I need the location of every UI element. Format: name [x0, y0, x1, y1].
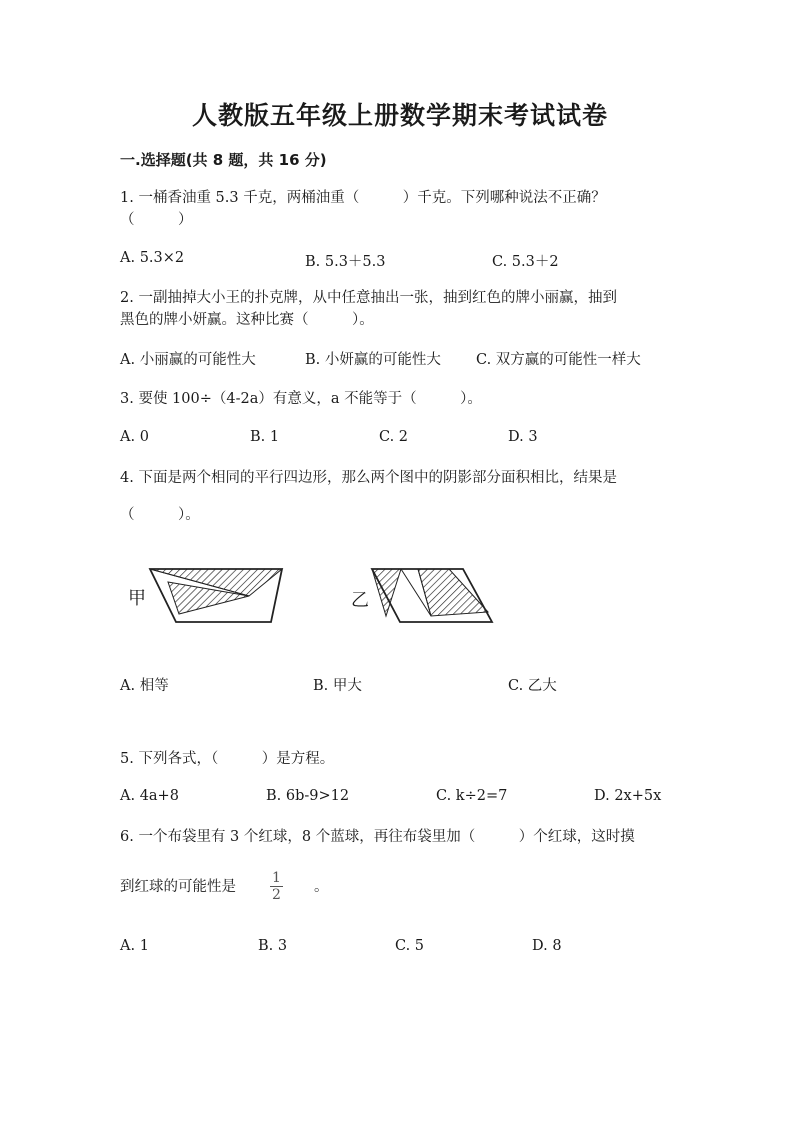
question-5-option-b[interactable]: B. 6b-9>12	[266, 788, 350, 804]
question-5-option-d[interactable]: D. 2x+5x	[594, 788, 662, 804]
question-5-option-c[interactable]: C. k÷2=7	[436, 788, 508, 804]
question-3-option-d[interactable]: D. 3	[508, 429, 538, 445]
fraction-denominator: 2	[272, 887, 281, 903]
figure-label-yi: 乙	[351, 590, 369, 611]
question-6-option-c[interactable]: C. 5	[395, 938, 425, 954]
question-4-stem-line1: 4. 下面是两个相同的平行四边形，那么两个图中的阴影部分面积相比，结果是	[120, 470, 617, 486]
fraction-numerator: 1	[272, 870, 281, 886]
question-3-option-b[interactable]: B. 1	[250, 429, 280, 445]
parallelogram-figures	[118, 560, 508, 630]
question-4-option-a[interactable]: A. 相等	[120, 678, 169, 694]
figure-label-jia: 甲	[128, 588, 146, 609]
question-4-option-c[interactable]: C. 乙大	[508, 678, 557, 694]
question-5-option-a[interactable]: A. 4a+8	[120, 788, 179, 804]
question-1-stem-line2: （ ）	[120, 212, 193, 228]
question-6-option-d[interactable]: D. 8	[532, 938, 562, 954]
figure-jia	[150, 569, 282, 622]
question-6-option-b[interactable]: B. 3	[258, 938, 288, 954]
question-2-option-b[interactable]: B. 小妍赢的可能性大	[305, 352, 441, 368]
question-5-stem: 5. 下列各式，（ ）是方程。	[120, 751, 335, 767]
question-6-stem-line2-prefix: 到红球的可能性是	[120, 879, 236, 895]
question-2-option-a[interactable]: A. 小丽赢的可能性大	[120, 352, 256, 368]
question-6-stem-line1: 6. 一个布袋里有 3 个红球，8 个蓝球，再往布袋里加（ ）个红球，这时摸	[120, 829, 635, 845]
question-3-option-c[interactable]: C. 2	[379, 429, 409, 445]
question-2-option-c[interactable]: C. 双方赢的可能性一样大	[476, 352, 641, 368]
question-1-option-a[interactable]: A. 5.3×2	[120, 250, 185, 266]
question-1-option-c[interactable]: C. 5.3＋2	[492, 254, 559, 270]
figure-yi	[372, 569, 492, 622]
question-6-stem-line2-suffix: 。	[314, 879, 329, 895]
question-1-stem-line1: 1. 一桶香油重 5.3 千克，两桶油重（ ）千克。下列哪种说法不正确？	[120, 190, 606, 206]
question-1-option-b[interactable]: B. 5.3＋5.3	[305, 254, 386, 270]
page-title: 人教版五年级上册数学期末考试试卷	[191, 101, 608, 130]
question-2-stem-line1: 2. 一副抽掉大小王的扑克牌，从中任意抽出一张，抽到红色的牌小丽赢，抽到	[120, 290, 617, 306]
question-4-option-b[interactable]: B. 甲大	[313, 678, 362, 694]
question-4-stem-line2: （ ）。	[120, 507, 200, 523]
question-2-stem-line2: 黑色的牌小妍赢。这种比赛（ ）。	[120, 312, 374, 328]
section-heading: 一.选择题(共 8 题，共 16 分)	[120, 151, 327, 169]
question-3-option-a[interactable]: A. 0	[120, 429, 149, 445]
fraction-one-half	[270, 870, 283, 903]
question-3-stem: 3. 要使 100÷（4-2a）有意义，a 不能等于（ ）。	[120, 391, 482, 407]
question-6-option-a[interactable]: A. 1	[120, 938, 149, 954]
